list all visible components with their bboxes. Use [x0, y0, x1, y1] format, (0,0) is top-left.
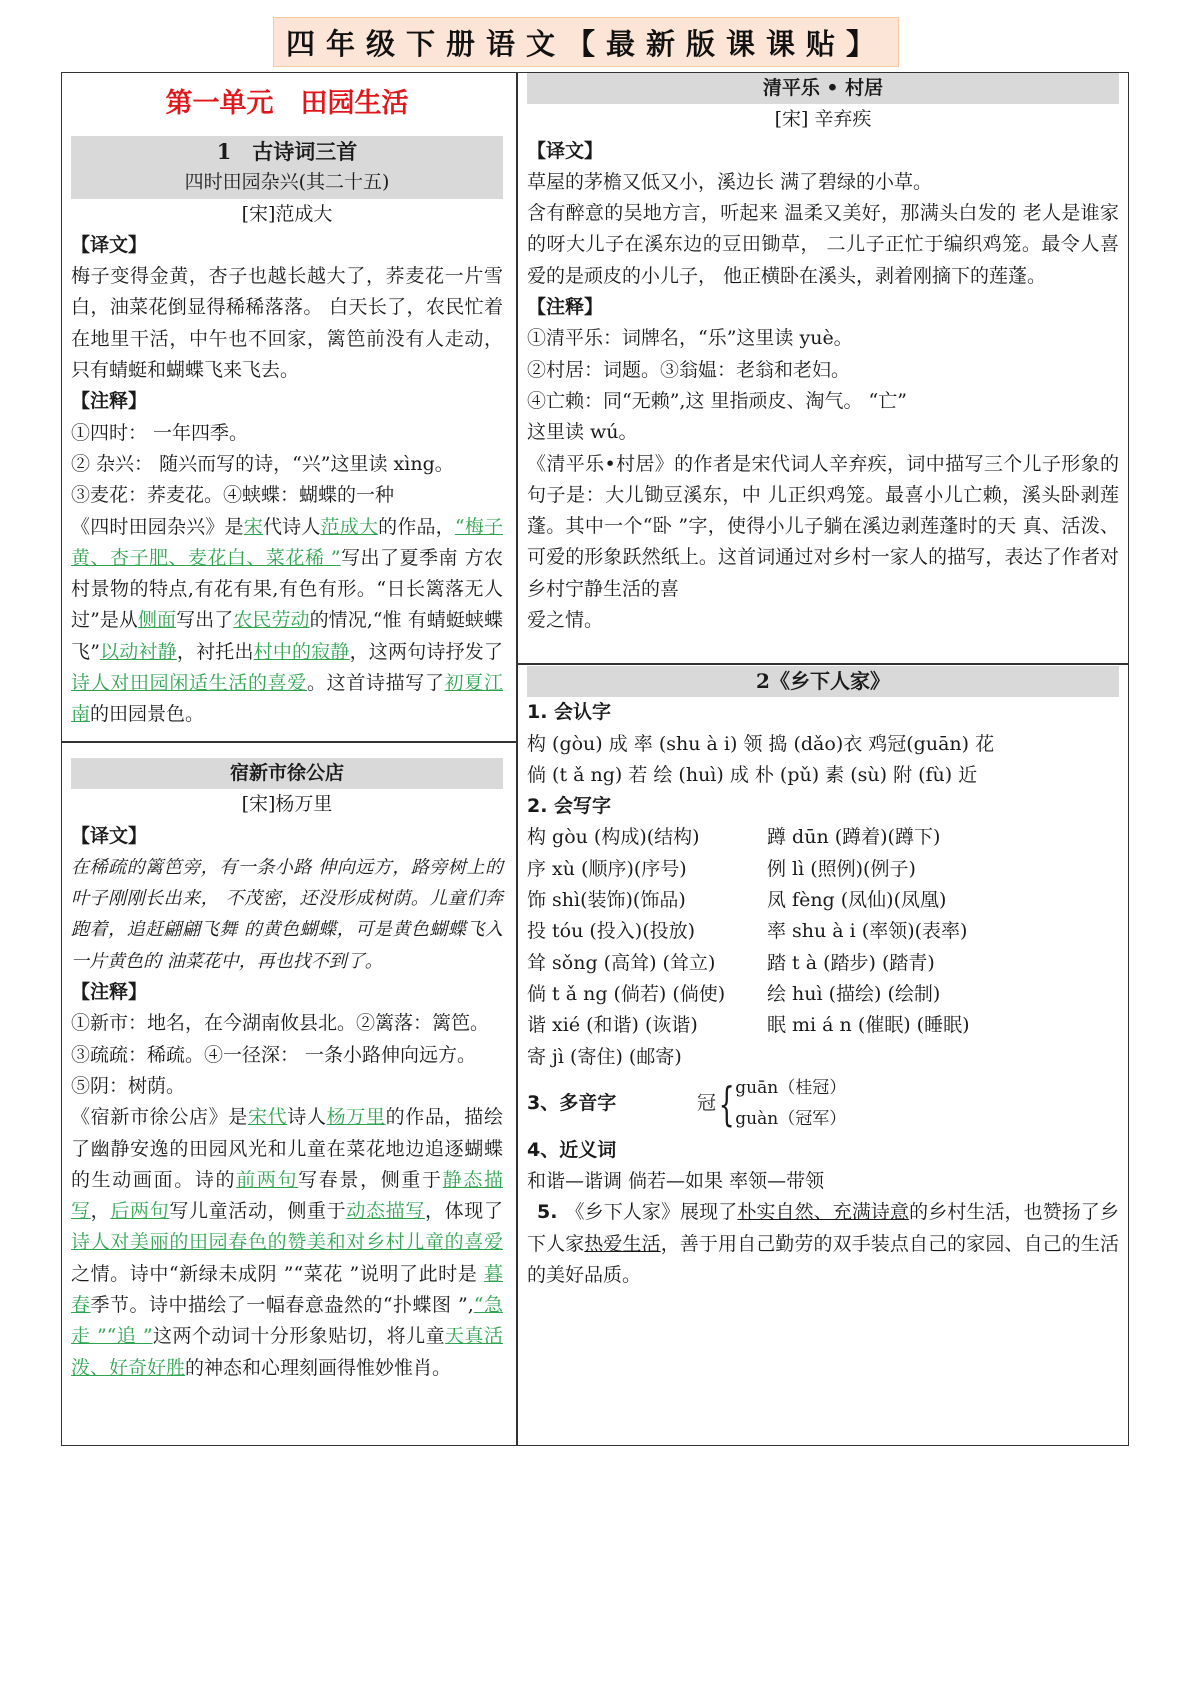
note-line: ①新市：地名，在今湖南攸县北。②篱落：篱笆。 — [71, 1012, 490, 1035]
poem-title: 清平乐 • 村居 — [527, 73, 1119, 104]
unit-title: 第一单元 田园生活 — [165, 88, 409, 119]
highlight-text: 杨万里 — [326, 1106, 386, 1129]
write-row — [527, 916, 1119, 947]
highlight-text: 以动衬静 — [99, 640, 177, 663]
poem-title: 宿新市徐公店 — [71, 758, 503, 789]
analysis-text: 的田园景色。 — [90, 703, 205, 726]
left-bottom-section — [71, 758, 503, 1384]
write-chars-list — [527, 822, 1119, 1072]
write-item: 蹲 dūn (蹲着)(蹲下) — [767, 826, 941, 849]
highlight-text: 宋 — [243, 515, 263, 538]
write-item: 倘 t ǎ ng (倘若) (倘使) — [527, 982, 726, 1005]
brace-icon: { — [718, 1076, 735, 1131]
translation-text: 在稀疏的篱笆旁，有一条小路 伸向远方，路旁树上的叶子刚刚长出来， 不茂密，还没形成树荫。儿童们奔跑着，追赶翩翩飞舞 的黄色蝴蝶，可是黄色蝴蝶飞入一片黄色的 油菜花中，再也找不到了。 — [71, 856, 503, 972]
polyphone-block — [527, 1073, 1119, 1135]
analysis-text: 代诗人 — [262, 515, 321, 538]
write-item: 率 shu à i (率领)(表率) — [767, 920, 968, 943]
note-line: 这里读 wú。 — [527, 421, 638, 444]
highlight-text: “急走 ”“追 ” — [71, 1294, 503, 1348]
poem-analysis — [71, 1102, 503, 1384]
write-row — [527, 948, 1119, 979]
analysis-text: ，这两句诗抒发了 — [349, 640, 503, 663]
analysis-text: 写儿童活动，侧重于 — [169, 1200, 347, 1223]
polyphone-reading: guān（桂冠） — [735, 1077, 847, 1098]
analysis-text: 季节。诗中描绘了一幅春意盎然的“扑蝶图 ”, — [90, 1294, 474, 1317]
highlight-text: 暮春 — [71, 1262, 503, 1317]
poem-analysis-end: 爱之情。 — [527, 609, 604, 632]
write-row — [527, 1042, 1119, 1073]
analysis-text: 《宿新市徐公店》是 — [71, 1106, 248, 1129]
write-row — [527, 1010, 1119, 1041]
left-top-section — [71, 76, 503, 731]
write-item: 序 xù (顺序)(序号) — [527, 857, 687, 880]
note-line: ③疏疏：稀疏。④一径深： 一条小路伸向远方。 — [71, 1043, 477, 1066]
analysis-text: ，体现了 — [424, 1200, 503, 1223]
polyphone-readings — [735, 1073, 846, 1135]
highlight-text: 天真活泼、好奇好胜 — [71, 1325, 503, 1379]
highlight-text: 后两句 — [110, 1200, 170, 1223]
write-item: 寄 jì (寄住) (邮寄) — [527, 1045, 682, 1068]
lesson-title: 1 古诗词三首 — [71, 136, 503, 167]
write-item: 饰 shì(装饰)(饰品) — [527, 889, 686, 912]
highlight-text: 前两句 — [236, 1168, 299, 1191]
right-bottom-section — [527, 666, 1119, 1291]
translation-heading: 【译文】 — [71, 233, 148, 256]
note-line: ④亡赖：同“无赖”,这 里指顽皮、淘气。 “亡” — [527, 389, 907, 412]
analysis-text: 写出了 — [176, 609, 234, 632]
summary-text: ，善于用自己勤劳的双手装点自己的家园、自己的生活的美好品质。 — [527, 1232, 1119, 1287]
write-item: 谐 xié (和谐) (诙谐) — [527, 1014, 698, 1037]
highlight-text: 侧面 — [137, 609, 177, 632]
note-line: ③麦花：荞麦花。④蛱蝶：蝴蝶的一种 — [71, 484, 395, 507]
translation-heading: 【译文】 — [527, 139, 604, 162]
analysis-text: ，衬托出 — [176, 640, 254, 663]
right-section-divider — [516, 663, 1129, 665]
analysis-text: 诗人 — [287, 1106, 327, 1129]
analysis-text: 的神态和心理刻画得惟妙惟肖。 — [185, 1356, 452, 1379]
lesson-summary — [527, 1197, 1119, 1291]
note-line: ⑤阴：树荫。 — [71, 1074, 186, 1097]
notes-heading: 【注释】 — [71, 390, 148, 413]
write-item: 构 gòu (构成)(结构) — [527, 826, 700, 849]
notes-heading: 【注释】 — [71, 981, 148, 1004]
polyphone-char: 冠 — [697, 1092, 717, 1115]
highlight-text: 诗人对美丽的田园春色的赞美和对乡村儿童的喜爱 — [71, 1231, 503, 1254]
poem-author: [宋]杨万里 — [241, 793, 333, 816]
analysis-text: 的情况,“惟 有蜻蜓蛱蝶飞” — [71, 609, 503, 663]
underlined-text: 朴实自然、充满诗意 — [737, 1201, 910, 1224]
summary-number: 5. — [537, 1201, 558, 1224]
right-top-section — [527, 73, 1119, 636]
highlight-text: 动态描写 — [346, 1200, 425, 1223]
section-heading: 1. 会认字 — [527, 701, 612, 724]
translation-text: 含有醉意的吴地方言，听起来 温柔又美好，那满头白发的 老人是谁家的呀大儿子在溪东边的豆田锄草， 二儿子正忙于编织鸡笼。最令人喜爱的是顽皮的小儿子， 他正横卧在溪头，剥着刚摘下的莲蓬。 — [527, 202, 1119, 287]
highlight-text: 农民劳动 — [233, 609, 310, 632]
note-line: ② 杂兴： 随兴而写的诗，“兴”这里读 xìng。 — [71, 452, 454, 475]
analysis-text: ， — [90, 1200, 111, 1223]
poem-analysis: 《清平乐•村居》的作者是宋代词人辛弃疾，词中描写三个儿子形象的句子是：大儿锄豆溪东，中 儿正织鸡笼。最喜小儿亡赖，溪头卧剥莲蓬。其中一个“卧 ”字，使得小儿子躺在溪边剥莲蓬时的天 真、活泼、可爱的形象跃然纸上。这首词通过对乡村一家人的描写，表达了作者对乡村宁静生活的喜 — [527, 452, 1119, 600]
translation-line: 草屋的茅檐又低又小，溪边长 满了碧绿的小草。 — [527, 170, 933, 193]
underlined-text: 热爱生活 — [584, 1232, 661, 1255]
poem-author: [宋] 辛弃疾 — [774, 108, 872, 131]
write-row — [527, 822, 1119, 853]
analysis-text: 写出了夏季南 方农村景物的特点,有花有果,有色有形。“日长篱落无人过”是从 — [71, 546, 503, 632]
highlight-text: 宋代 — [247, 1106, 288, 1129]
note-line: ①清平乐：词牌名，“乐”这里读 yuè。 — [527, 327, 853, 350]
note-line: ①四时： 一年四季。 — [71, 421, 249, 444]
section-heading: 4、近义词 — [527, 1138, 617, 1161]
column-divider — [516, 72, 518, 1446]
highlight-text: 诗人对田园闲适生活的喜爱 — [71, 672, 307, 695]
analysis-text: 《四时田园杂兴》是 — [71, 515, 244, 538]
poem-title: 四时田园杂兴(其二十五) — [71, 167, 503, 198]
highlight-text: 村中的寂静 — [253, 640, 350, 663]
write-item: 投 tóu (投入)(投放) — [527, 920, 696, 943]
highlight-text: 静态描写 — [71, 1168, 503, 1223]
write-row — [527, 885, 1119, 916]
recognize-line: 倘 (t ǎ ng) 若 绘 (huì) 成 朴 (pǔ) 素 (sù) 附 (fù) 近 — [527, 763, 978, 786]
write-item: 耸 sǒng (高耸) (耸立) — [527, 951, 716, 974]
highlight-text: 范成大 — [320, 515, 379, 538]
write-item: 绘 huì (描绘) (绘制) — [767, 982, 941, 1005]
summary-text: 《乡下人家》展现了 — [565, 1201, 738, 1224]
write-row — [527, 854, 1119, 885]
analysis-text: 的作品，描绘了幽静安逸的田园风光和儿童在菜花地边追逐蝴蝶的生动画面。诗的 — [71, 1106, 503, 1191]
recognize-line: 构 (gòu) 成 率 (shu à i) 领 捣 (dǎo)衣 鸡冠(guān) 花 — [527, 732, 995, 755]
write-item: 凤 fèng (凤仙)(凤凰) — [767, 889, 947, 912]
translation-text: 梅子变得金黄，杏子也越长越大了，荞麦花一片雪白，油菜花倒显得稀稀落落。 白天长了，农民忙着在地里干活，中午也不回家，篱笆前没有人走动，只有蜻蜓和蝴蝶飞来飞去。 — [71, 265, 503, 382]
polyphone-reading: guàn（冠军） — [735, 1108, 847, 1129]
section-heading: 2. 会写字 — [527, 795, 612, 818]
synonyms-line: 和谐—谐调 倘若—如果 率领—带领 — [527, 1170, 825, 1193]
analysis-text: 。这首诗描写了 — [306, 672, 445, 695]
summary-text: 的乡村生活，也赞扬了乡下人家 — [527, 1201, 1119, 1255]
write-item: 例 lì (照例)(例子) — [767, 857, 916, 880]
write-row — [527, 979, 1119, 1010]
analysis-text: 之情。诗中“新绿未成阴 ”“菜花 ”说明了此时是 — [71, 1262, 484, 1285]
translation-heading: 【译文】 — [71, 824, 148, 847]
notes-heading: 【注释】 — [527, 296, 604, 319]
analysis-text: 的作品， — [378, 515, 455, 538]
write-item: 眠 mi á n (催眠) (睡眠) — [767, 1014, 970, 1037]
analysis-text: 写春景，侧重于 — [298, 1168, 443, 1191]
left-section-divider — [61, 741, 517, 743]
analysis-text: 这两个动词十分形象贴切，将儿童 — [152, 1325, 446, 1348]
note-line: ②村居：词题。③翁媪：老翁和老妇。 — [527, 358, 851, 381]
page-banner: 四年级下册语文【最新版课课贴】 — [273, 17, 899, 67]
highlight-text: “梅子黄、杏子肥、麦花白、菜花稀 ” — [71, 515, 503, 569]
write-item: 踏 t à (踏步) (踏青) — [767, 951, 935, 974]
poem-analysis — [71, 512, 503, 731]
highlight-text: 初夏江南 — [71, 672, 503, 726]
lesson-title: 2《乡下人家》 — [527, 666, 1119, 697]
poem-author: [宋]范成大 — [241, 202, 333, 225]
section-heading: 3、多音字 — [527, 1092, 617, 1115]
